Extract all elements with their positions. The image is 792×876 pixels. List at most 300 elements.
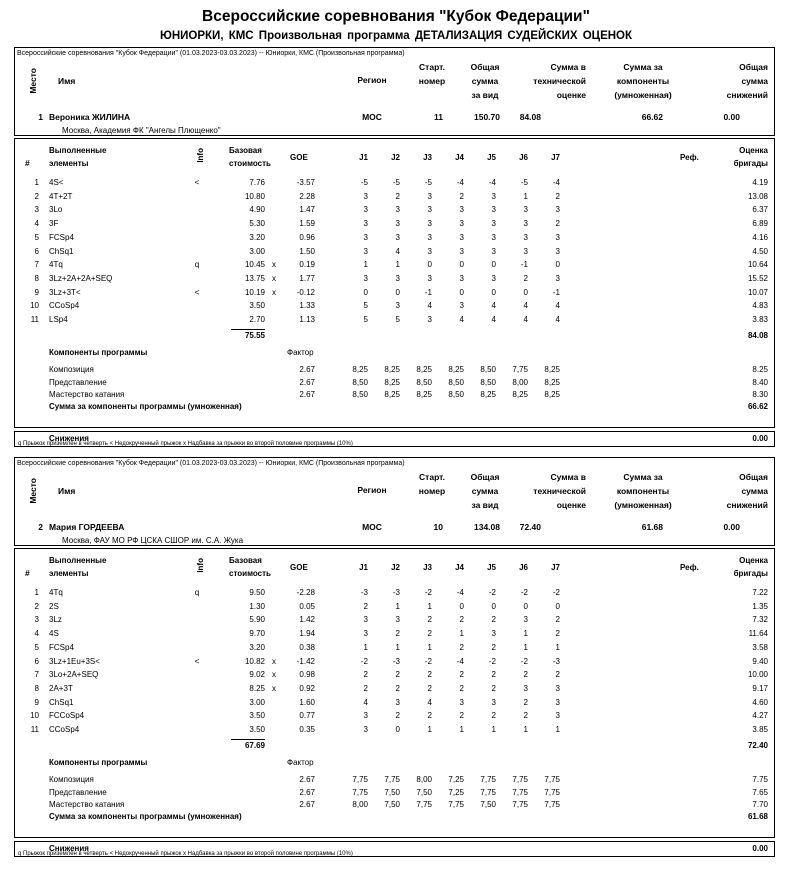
component-name: Представление — [49, 377, 107, 387]
component-factor: 2.67 — [299, 390, 315, 399]
judge-score: -1 — [520, 260, 528, 270]
table-row — [15, 220, 774, 232]
base-value-header-1: Базовая — [229, 556, 262, 565]
judge-score: 1 — [459, 725, 464, 734]
total-score-value: 150.70 — [474, 112, 500, 122]
judge-score: 0 — [491, 260, 496, 270]
judge-score: -3 — [552, 656, 560, 666]
total-header-1: Общая — [470, 62, 500, 72]
judge-score: 2 — [427, 683, 432, 693]
judge-score: -4 — [488, 178, 496, 187]
component-judge-score: 8,25 — [416, 365, 432, 374]
component-judge-score: 8,25 — [480, 390, 496, 399]
element-number: 7 — [34, 670, 39, 680]
total-score-value: 134.08 — [474, 522, 500, 532]
region-header: Регион — [357, 75, 387, 85]
component-judge-score: 8,25 — [352, 365, 368, 374]
judge-score: 3 — [427, 219, 432, 229]
num-header: # — [25, 158, 30, 168]
judge-score: 2 — [459, 191, 464, 201]
tes-value: 84.08 — [519, 112, 541, 122]
info-header: Info — [196, 148, 205, 163]
region-value: МОС — [362, 522, 382, 532]
pcs-total: 66.62 — [747, 402, 768, 411]
judge-score: -5 — [520, 178, 528, 187]
judge-score: 3 — [555, 683, 560, 693]
judge-score: 3 — [491, 232, 496, 242]
judge-score: 2 — [491, 683, 496, 693]
goe-header: GOE — [290, 153, 308, 162]
judge-score: 3 — [363, 725, 368, 734]
goe-value: 1.59 — [299, 219, 315, 229]
judge-score: 3 — [363, 273, 368, 283]
judge-score: 3 — [491, 205, 496, 215]
ded-header-2: сумма — [741, 76, 768, 86]
table-row — [15, 712, 774, 724]
skater-name: Вероника ЖИЛИНА — [49, 112, 131, 122]
judge-score: -4 — [456, 588, 464, 597]
component-judge-score: 8,50 — [480, 377, 496, 387]
judge-score: 3 — [459, 205, 464, 215]
table-row — [15, 616, 774, 628]
component-score: 7.75 — [752, 775, 768, 784]
judge-score: 3 — [555, 246, 560, 256]
element-score: 9.17 — [752, 683, 768, 693]
judge-header: J3 — [423, 563, 432, 572]
judge-score: 5 — [395, 315, 400, 324]
goe-value: 0.19 — [299, 260, 315, 270]
judge-score: 5 — [363, 301, 368, 311]
judge-score: 0 — [395, 725, 400, 734]
referee-header: Реф. — [680, 153, 699, 162]
judge-header: J1 — [359, 563, 368, 572]
judge-score: 3 — [491, 246, 496, 256]
judge-score: 0 — [523, 601, 528, 611]
judge-score: 3 — [363, 711, 368, 721]
judge-score: 2 — [395, 711, 400, 721]
judge-score: -2 — [424, 656, 432, 666]
goe-value: 0.98 — [299, 670, 315, 680]
component-row — [15, 366, 774, 378]
element-number: 1 — [34, 588, 39, 597]
start-number-value: 11 — [434, 112, 443, 122]
table-row — [15, 289, 774, 301]
goe-value: 0.92 — [299, 683, 315, 693]
element-score: 4.19 — [752, 178, 768, 187]
base-value: 3.50 — [249, 711, 265, 721]
component-judge-score: 7,75 — [512, 800, 528, 809]
pcs-sum-label: Сумма за компоненты программы (умноженная) — [49, 812, 242, 821]
judge-score: 3 — [523, 615, 528, 625]
judge-score: 2 — [555, 219, 560, 229]
goe-value: 0.96 — [299, 232, 315, 242]
base-value-total: 67.69 — [244, 740, 265, 750]
goe-value: 0.05 — [299, 601, 315, 611]
element-number: 1 — [34, 178, 39, 187]
ded-header-1: Общая — [739, 472, 768, 482]
judge-score: 2 — [555, 191, 560, 201]
element-code: 4Tq — [49, 260, 63, 270]
element-number: 4 — [34, 219, 39, 229]
judge-header: J4 — [455, 563, 464, 572]
panel-score-header-2: бригады — [733, 159, 768, 168]
element-info: < — [194, 178, 200, 187]
component-judge-score: 8,00 — [416, 775, 432, 784]
base-value-total: 75.55 — [244, 330, 265, 340]
judge-score: 1 — [491, 725, 496, 734]
judge-score: 3 — [491, 697, 496, 707]
element-number: 5 — [34, 232, 39, 242]
component-factor: 2.67 — [299, 800, 315, 809]
judge-score: 1 — [523, 191, 528, 201]
ded-header-3: снижений — [726, 90, 768, 100]
table-row — [15, 261, 774, 273]
elements-header-2: элементы — [49, 159, 89, 168]
element-score: 4.83 — [752, 301, 768, 311]
judge-score: -5 — [392, 178, 400, 187]
element-info: < — [194, 656, 200, 666]
judge-header: J5 — [487, 563, 496, 572]
element-number: 7 — [34, 260, 39, 270]
judge-score: 0 — [427, 260, 432, 270]
event-caption: Всероссийские соревнования "Кубок Федерации" (01.03.2023-03.03.2023) -- Юниорки, КМС (Произвольная программа) — [17, 50, 405, 57]
judge-score: 3 — [427, 191, 432, 201]
judge-score: 2 — [523, 711, 528, 721]
judge-score: 2 — [491, 670, 496, 680]
base-value: 8.25 — [249, 683, 265, 693]
pcs-header-1: Сумма за — [623, 62, 663, 72]
bonus-mark: x — [272, 670, 276, 680]
judge-score: 3 — [427, 205, 432, 215]
judge-score: 4 — [427, 301, 432, 311]
page-subtitle: ЮНИОРКИ, КМС Произвольная программа ДЕТАЛИЗАЦИЯ СУДЕЙСКИХ ОЦЕНОК — [159, 30, 633, 42]
judge-score: 3 — [491, 219, 496, 229]
component-row — [15, 379, 774, 391]
tes-header-3: оценке — [556, 500, 586, 510]
goe-value: -1.42 — [296, 656, 315, 666]
judge-score: 3 — [395, 232, 400, 242]
judge-score: 1 — [395, 260, 400, 270]
judge-score: -4 — [552, 178, 560, 187]
judge-score: 3 — [459, 232, 464, 242]
judge-score: 4 — [427, 697, 432, 707]
component-judge-score: 7,75 — [512, 365, 528, 374]
judge-score: 4 — [459, 315, 464, 324]
judge-score: -3 — [360, 588, 368, 597]
element-code: 4S — [49, 629, 59, 639]
element-number: 10 — [30, 711, 39, 721]
panel-score-header-1: Оценка — [739, 146, 768, 155]
goe-value: 1.60 — [299, 697, 315, 707]
judge-score: -2 — [520, 656, 528, 666]
judge-score: -2 — [520, 588, 528, 597]
judge-score: 0 — [395, 287, 400, 297]
table-row — [15, 248, 774, 260]
judge-header: J7 — [551, 153, 560, 162]
legend-footnote: q Прыжок приземлён в четверть < Недокрученный прыжок x Надбавка за прыжки во второй половине программы (10%) — [18, 851, 353, 857]
elements-table — [14, 548, 775, 838]
table-row — [15, 726, 774, 738]
element-number: 11 — [30, 315, 39, 324]
element-code: 3Lz — [49, 615, 62, 625]
component-score: 8.40 — [752, 377, 768, 387]
total-header-3: за вид — [471, 90, 499, 100]
judge-score: 3 — [459, 219, 464, 229]
base-value: 3.50 — [249, 725, 265, 734]
judge-score: 2 — [427, 670, 432, 680]
element-info: q — [194, 588, 200, 597]
component-score: 8.25 — [752, 365, 768, 374]
base-value: 9.70 — [249, 629, 265, 639]
judge-score: 3 — [363, 246, 368, 256]
component-judge-score: 7,75 — [512, 787, 528, 797]
base-value: 5.90 — [249, 615, 265, 625]
judge-score: 4 — [363, 697, 368, 707]
element-info: q — [194, 260, 200, 270]
judge-score: 1 — [523, 725, 528, 734]
judge-score: 3 — [459, 273, 464, 283]
bonus-mark: x — [272, 656, 276, 666]
element-number: 4 — [34, 629, 39, 639]
judge-score: 3 — [395, 219, 400, 229]
referee-header: Реф. — [680, 563, 699, 572]
skater-club: Москва, ФАУ МО РФ ЦСКА СШОР им. С.А. Жука — [62, 536, 244, 545]
goe-value: 1.33 — [299, 301, 315, 311]
component-judge-score: 8,50 — [352, 377, 368, 387]
component-judge-score: 7,50 — [480, 800, 496, 809]
judge-score: 5 — [363, 315, 368, 324]
judge-score: 2 — [459, 615, 464, 625]
skater-block — [14, 47, 775, 447]
pcs-value: 61.68 — [641, 522, 663, 532]
total-header-3: за вид — [471, 500, 499, 510]
element-score: 6.89 — [752, 219, 768, 229]
judge-score: 2 — [491, 642, 496, 652]
total-header-2: сумма — [471, 486, 499, 496]
judge-score: 3 — [523, 205, 528, 215]
table-row — [15, 644, 774, 656]
component-judge-score: 7,75 — [416, 800, 432, 809]
judge-header: J6 — [519, 153, 528, 162]
element-score: 10.07 — [747, 287, 768, 297]
judge-score: 3 — [395, 697, 400, 707]
legend-footnote: q Прыжок приземлён в четверть < Недокрученный прыжок x Надбавка за прыжки во второй половине программы (10%) — [18, 441, 353, 447]
base-value: 3.00 — [249, 246, 265, 256]
judge-score: 4 — [555, 315, 560, 324]
num-header: # — [25, 568, 30, 578]
table-row — [15, 671, 774, 683]
judge-score: 2 — [395, 629, 400, 639]
element-code: FCSp4 — [49, 642, 74, 652]
element-score: 3.85 — [752, 725, 768, 734]
judge-score: 3 — [523, 232, 528, 242]
judge-score: 0 — [555, 260, 560, 270]
element-code: LSp4 — [49, 315, 68, 324]
judge-score: 3 — [523, 219, 528, 229]
goe-value: 1.94 — [299, 629, 315, 639]
element-code: 3Lz+3T< — [49, 287, 81, 297]
component-judge-score: 7,75 — [512, 775, 528, 784]
judge-header: J2 — [391, 563, 400, 572]
element-code: CCoSp4 — [49, 725, 80, 734]
judge-score: -5 — [424, 178, 432, 187]
pcs-header-3: (умноженная) — [614, 90, 672, 100]
base-value: 9.02 — [249, 670, 265, 680]
element-code: 3Lo+2A+SEQ — [49, 670, 99, 680]
element-number: 6 — [34, 246, 39, 256]
judge-score: 2 — [395, 683, 400, 693]
element-number: 11 — [30, 725, 39, 734]
factor-header: Фактор — [287, 348, 314, 357]
total-header-1: Общая — [470, 472, 500, 482]
judge-score: 2 — [523, 273, 528, 283]
component-judge-score: 7,75 — [480, 775, 496, 784]
judge-score: 3 — [395, 615, 400, 625]
judge-score: 3 — [523, 683, 528, 693]
table-row — [15, 658, 774, 670]
judge-score: -2 — [360, 656, 368, 666]
judge-score: 3 — [363, 615, 368, 625]
event-caption: Всероссийские соревнования "Кубок Федерации" (01.03.2023-03.03.2023) -- Юниорки, КМС (Произвольная программа) — [17, 460, 405, 467]
judge-score: 1 — [555, 725, 560, 734]
judge-score: 2 — [363, 670, 368, 680]
judge-score: 3 — [555, 232, 560, 242]
skater-name: Мария ГОРДЕЕВА — [49, 522, 125, 532]
goe-value: 1.50 — [299, 246, 315, 256]
element-score: 13.08 — [747, 191, 768, 201]
component-judge-score: 7,50 — [416, 787, 432, 797]
judge-score: 3 — [491, 191, 496, 201]
judge-score: 3 — [395, 301, 400, 311]
judge-score: 3 — [427, 232, 432, 242]
judge-score: 4 — [395, 246, 400, 256]
base-value-header-2: стоимость — [229, 569, 271, 578]
judge-score: 4 — [523, 315, 528, 324]
judge-score: 1 — [363, 642, 368, 652]
goe-value: 2.28 — [299, 191, 315, 201]
components-header: Компоненты программы — [49, 758, 148, 767]
start-number-value: 10 — [433, 522, 443, 532]
tes-value: 72.40 — [519, 522, 541, 532]
component-judge-score: 7,75 — [352, 775, 368, 784]
judge-score: 3 — [363, 191, 368, 201]
tes-header-1: Сумма в — [550, 62, 586, 72]
element-score: 3.83 — [752, 315, 768, 324]
element-score: 11.64 — [748, 629, 768, 639]
goe-value: 1.47 — [299, 205, 315, 215]
judge-score: 1 — [427, 642, 432, 652]
component-judge-score: 8,00 — [512, 377, 528, 387]
goe-value: -2.28 — [296, 588, 315, 597]
component-judge-score: 8,25 — [384, 377, 400, 387]
judge-score: 0 — [555, 601, 560, 611]
bonus-mark: x — [272, 683, 276, 693]
judge-score: 3 — [459, 246, 464, 256]
judge-header: J5 — [487, 153, 496, 162]
region-header: Регион — [357, 485, 387, 495]
component-judge-score: 7,75 — [544, 800, 560, 809]
judge-score: 1 — [427, 725, 432, 734]
base-value: 3.20 — [249, 642, 265, 652]
judge-score: 0 — [363, 287, 368, 297]
place-header: Место — [28, 68, 38, 94]
tes-total: 84.08 — [747, 330, 768, 340]
bonus-mark: x — [272, 273, 276, 283]
component-judge-score: 8,25 — [544, 365, 560, 374]
base-value: 10.45 — [244, 260, 265, 270]
judge-score: 2 — [491, 615, 496, 625]
judge-score: -3 — [392, 588, 400, 597]
component-name: Представление — [49, 787, 107, 797]
judge-score: 3 — [459, 697, 464, 707]
start-header-1: Старт. — [419, 62, 445, 72]
table-row — [15, 179, 774, 191]
base-total-rule — [231, 329, 265, 330]
judge-score: -2 — [488, 656, 496, 666]
tes-header-3: оценке — [556, 90, 586, 100]
factor-header: Фактор — [287, 758, 314, 767]
judge-header: J4 — [455, 153, 464, 162]
base-value: 13.75 — [244, 273, 265, 283]
goe-value: 0.38 — [299, 642, 315, 652]
element-number: 5 — [34, 642, 39, 652]
judge-score: 0 — [523, 287, 528, 297]
pcs-total: 61.68 — [747, 812, 768, 821]
judge-header: J2 — [391, 153, 400, 162]
judge-score: 1 — [363, 260, 368, 270]
tes-header-2: технической — [533, 76, 586, 86]
component-factor: 2.67 — [299, 377, 315, 387]
element-code: CCoSp4 — [49, 301, 80, 311]
base-value: 10.82 — [244, 656, 265, 666]
component-judge-score: 7,75 — [544, 787, 560, 797]
goe-value: 1.77 — [299, 273, 315, 283]
component-factor: 2.67 — [299, 775, 315, 784]
judge-score: 3 — [555, 697, 560, 707]
component-judge-score: 8,25 — [512, 390, 528, 399]
component-judge-score: 8,50 — [480, 365, 496, 374]
judge-header: J3 — [423, 153, 432, 162]
total-header-2: сумма — [471, 76, 499, 86]
table-row — [15, 275, 774, 287]
judge-score: 3 — [363, 629, 368, 639]
component-judge-score: 8,25 — [448, 365, 464, 374]
ded-header-1: Общая — [739, 62, 768, 72]
component-row — [15, 776, 774, 788]
element-score: 7.22 — [752, 588, 768, 597]
component-judge-score: 7,50 — [384, 787, 400, 797]
judge-score: 2 — [459, 683, 464, 693]
component-judge-score: 8,50 — [448, 377, 464, 387]
goe-value: 0.35 — [299, 725, 315, 734]
judge-score: 3 — [395, 273, 400, 283]
component-judge-score: 8,25 — [544, 390, 560, 399]
table-row — [15, 206, 774, 218]
judge-score: 1 — [523, 629, 528, 639]
deductions-label: Снижения — [49, 844, 89, 853]
element-number: 9 — [34, 287, 39, 297]
component-score: 7.65 — [752, 787, 768, 797]
table-row — [15, 699, 774, 711]
judge-score: 2 — [427, 615, 432, 625]
element-number: 9 — [34, 697, 39, 707]
tes-total: 72.40 — [747, 740, 768, 750]
judge-score: 3 — [555, 205, 560, 215]
component-name: Мастерство катания — [49, 390, 125, 399]
component-judge-score: 8,00 — [352, 800, 368, 809]
judge-score: 0 — [459, 260, 464, 270]
element-code: 3Lo — [49, 205, 63, 215]
